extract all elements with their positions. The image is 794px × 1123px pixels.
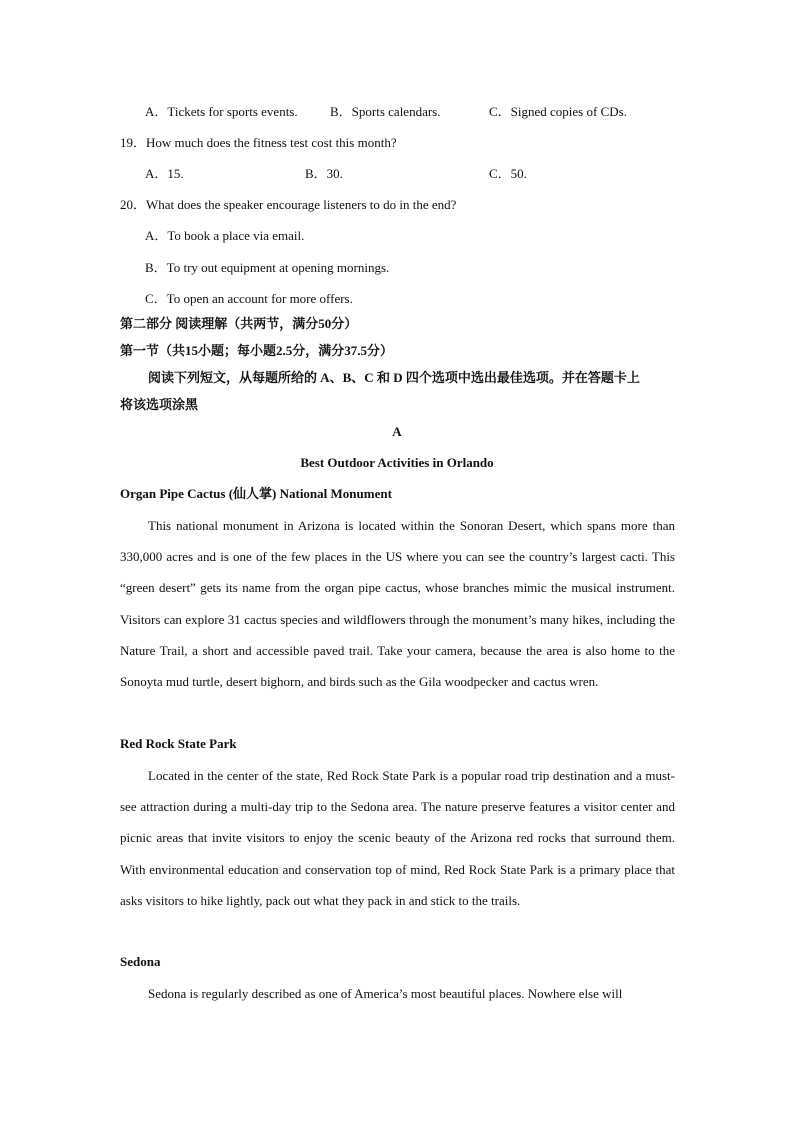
section-heading-sedona: Sedona: [120, 954, 161, 969]
q18-option-b: B．Sports calendars.: [330, 104, 441, 119]
section-body-sedona: Sedona is regularly described as one of America’s most beautiful places. Nowhere else will: [148, 986, 623, 1001]
part2-heading: 第二部分 阅读理解（共两节，满分50分）: [120, 316, 358, 331]
instruction-line2: 将该选项涂黑: [120, 397, 199, 412]
section-heading-organ-pipe: Organ Pipe Cactus (仙人掌) National Monument: [120, 486, 392, 501]
passage-title: Best Outdoor Activities in Orlando: [300, 455, 494, 470]
q18-option-a: A．Tickets for sports events.: [145, 104, 298, 119]
instruction-line1: 阅读下列短文，从每题所给的 A、B、C 和 D 四个选项中选出最佳选项。并在答题卡上: [148, 370, 640, 385]
section-body-organ-pipe: This national monument in Arizona is located within the Sonoran Desert, which spans more than 330,000 acres and is one of the few places in the US where you can see the country’s largest cacti. This “green desert” gets its name from the organ pipe cactus, whose branches mimic the musical instrument. Visitors can explore 31 cactus species and wildflowers through the monument’s many hikes, including the Nature Trail, a short and accessible paved trail. Take your camera, because the area is also home to the Sonoyta mud turtle, desert bighorn, and birds such as the Gila woodpecker and cactus wren.: [120, 518, 675, 690]
section-body-red-rock: Located in the center of the state, Red Rock State Park is a popular road trip destination and a must-see attraction during a multi-day trip to the Sedona area. The nature preserve features a visitor center and picnic areas that invite visitors to enjoy the scenic beauty of the Arizona red rocks that surround them. With environmental education and conservation top of mind, Red Rock State Park is a primary place that asks visitors to hike lightly, pack out what they pack in and stick to the trails.: [120, 768, 675, 908]
q20-option-b: B．To try out equipment at opening mornings.: [145, 260, 390, 275]
q18-option-c: C．Signed copies of CDs.: [489, 104, 627, 119]
q20-option-a: A．To book a place via email.: [145, 228, 305, 243]
q19-option-c: C．50.: [489, 166, 527, 181]
q19-option-b: B．30.: [305, 166, 343, 181]
passage-letter: A: [392, 424, 402, 439]
subsection1-heading: 第一节（共15小题；每小题2.5分，满分37.5分）: [120, 343, 394, 358]
q19-option-a: A．15.: [145, 166, 184, 181]
section-heading-red-rock: Red Rock State Park: [120, 736, 237, 751]
q20-question: 20．What does the speaker encourage listeners to do in the end?: [120, 197, 457, 212]
q20-option-c: C．To open an account for more offers.: [145, 291, 353, 306]
q19-question: 19．How much does the fitness test cost this month?: [120, 135, 397, 150]
